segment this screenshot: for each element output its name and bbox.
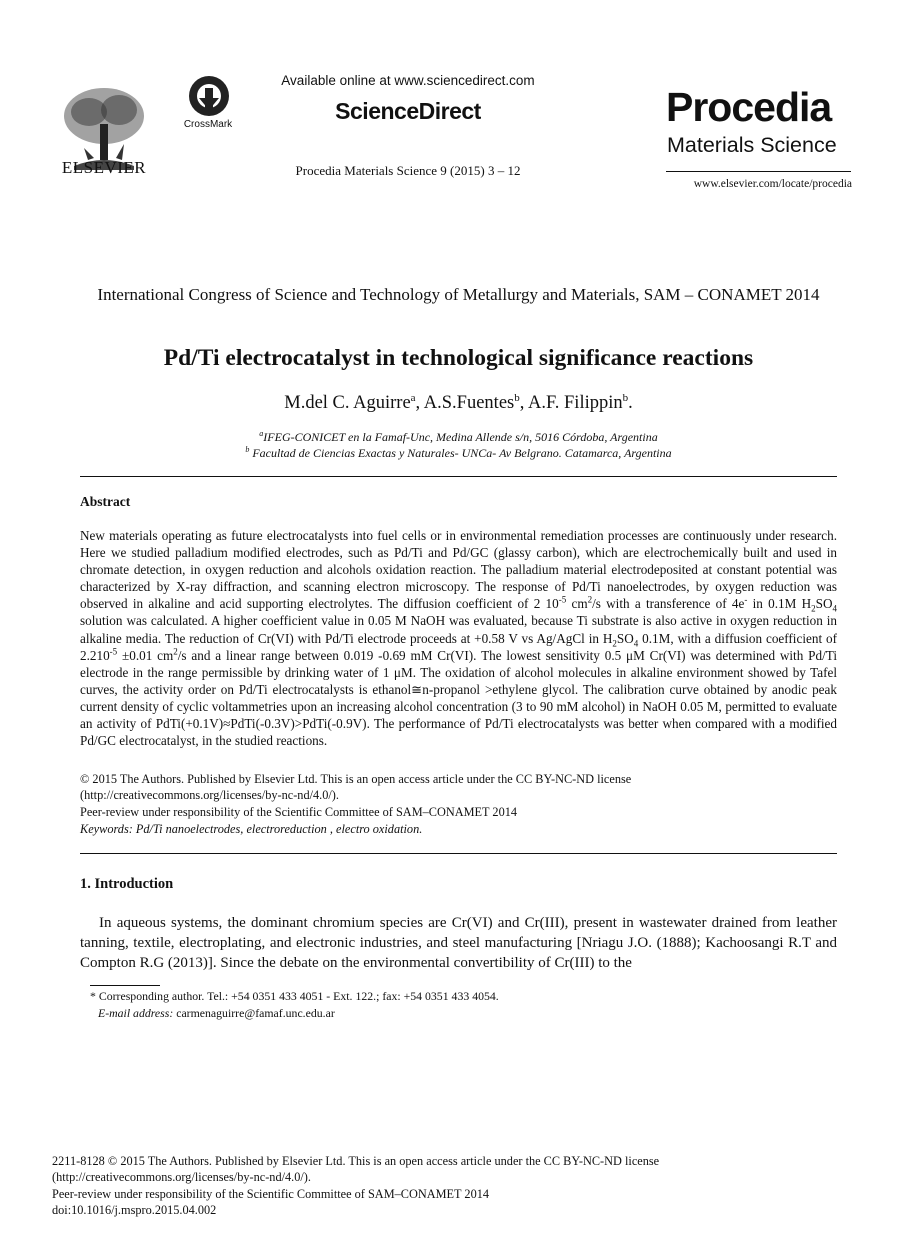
- available-online-text[interactable]: Available online at www.sciencedirect.com: [281, 73, 535, 88]
- abstract-text: /s with a transference of 4e: [592, 596, 745, 612]
- journal-title: Procedia: [666, 84, 832, 130]
- superscript: 2: [173, 646, 178, 657]
- abstract-body: [80, 527, 837, 749]
- journal-subtitle: Materials Science: [667, 133, 837, 157]
- affiliation-mark: a: [259, 429, 264, 438]
- author-mark: b: [514, 392, 520, 404]
- doi[interactable]: doi:10.1016/j.mspro.2015.04.002: [52, 1203, 217, 1217]
- author-separator: ,: [519, 393, 528, 414]
- superscript: -: [744, 594, 748, 605]
- keywords: Keywords: Pd/Ti nanoelectrodes, electroreduction , electro oxidation.: [80, 822, 423, 836]
- email-label: E-mail address:: [98, 1006, 174, 1020]
- affiliation-text: IFEG-CONICET en la Famaf-Unc, Medina Allende s/n, 5016 Córdoba, Argentina: [263, 430, 658, 444]
- abstract-text: in 0.1M H: [747, 596, 812, 612]
- author-list: [80, 392, 837, 414]
- affiliation-a: [80, 429, 837, 445]
- affiliation-text: Facultad de Ciencias Exactas y Naturales- UNCa- Av Belgrano. Catamarca, Argentina: [249, 446, 672, 460]
- author-separator: ,: [415, 393, 424, 414]
- corresponding-author-footnote: * Corresponding author. Tel.: +54 0351 433 4051 - Ext. 122.; fax: +54 0351 433 4054.: [90, 989, 499, 1003]
- crossmark-label[interactable]: CrossMark: [183, 119, 233, 130]
- footnote-rule: [90, 985, 160, 986]
- superscript: 2: [587, 594, 593, 605]
- copyright-line: © 2015 The Authors. Published by Elsevier Ltd. This is an open access article under the CC BY-NC-ND license: [80, 772, 632, 786]
- author-mark: b: [622, 392, 629, 404]
- author-name: M.del C. Aguirre: [284, 393, 411, 414]
- author-separator: .: [628, 393, 633, 414]
- section-heading-introduction: 1. Introduction: [80, 876, 174, 892]
- bottom-peer-review: Peer-review under responsibility of the Scientific Committee of SAM–CONAMET 2014: [52, 1187, 490, 1201]
- abstract-heading: Abstract: [80, 494, 131, 509]
- author-name: A.F. Filippin: [527, 393, 623, 414]
- bottom-license-link[interactable]: (http://creativecommons.org/licenses/by-nc-nd/4.0/).: [52, 1170, 311, 1184]
- subscript: 2: [811, 604, 816, 615]
- subscript: 4: [832, 604, 837, 615]
- sciencedirect-brand[interactable]: ScienceDirect: [335, 98, 481, 124]
- affiliation-mark: b: [245, 445, 250, 454]
- introduction-paragraph: In aqueous systems, the dominant chromium species are Cr(VI) and Cr(III), present in wastewater drained from leather tanning, textile, electroplating, and electronic industries, and steel manufacturing [Nriagu J.O. (1888); Kachoosangi R.T and Compton R.G (2013)]. Since the debate on the environmental convertibility of Cr(III) to the: [80, 915, 837, 971]
- author-mark: a: [410, 392, 416, 404]
- abstract-text: /s and a linear range between 0.019 -0.69 mM Cr(VI). The lowest sensitivity 0.5 μM Cr(VI) was determined with Pd/Ti electrode in the range permissible by drinking water of 1 μM. The oxidation of alcohol molecules in alkaline environment showed by Tafel curves, the activity order on Pd/Ti electrocatalysts is ethanol≅n-propanol >ethylene glycol. The calibration curve obtained by anodic peak current density of cyclic voltammetries upon an increasing alcohol concentration (3 to 90 mM alcohol) in NaOH 0.05 M, permitted to evaluate an activity of PdTi(+0.1V)≈PdTi(-0.3V)>PdTi(-0.9V). The performance of Pd/Ti electrocatalysts was better when compared with a modified Pd/GC electrocatalyst, in the studied reactions.: [80, 647, 837, 749]
- header-divider: [666, 171, 851, 172]
- journal-reference: Procedia Materials Science 9 (2015) 3 – 12: [295, 163, 521, 178]
- congress-name: International Congress of Science and Technology of Metallurgy and Materials, SAM – CONAMET 2014: [97, 285, 820, 304]
- abstract-text: New materials operating as future electrocatalysts into fuel cells or in environmental remediation processes are continuously under research. Here we studied palladium modified electrodes, such as Pd/Ti and Pd/GC (glassy carbon), which are electrochemically built and used in chromate detection, in oxygen reduction and alcohols oxidation reaction. The palladium material electrodeposited at constant potential was characterized by X-ray diffraction, and scanning electron microscopy. The response of Pd/Ti nanoelectrodes, by oxygen reduction was observed in alkaline and acid supporting electrolytes. The diffusion coefficient of 2 10: [80, 528, 837, 612]
- abstract-text: ±0.01 cm: [117, 647, 174, 663]
- subscript: 2: [612, 638, 617, 649]
- abstract-text: cm: [566, 596, 588, 612]
- affiliation-b: [80, 445, 837, 461]
- email-address[interactable]: carmenaguirre@famaf.unc.edu.ar: [173, 1006, 335, 1020]
- superscript: -5: [558, 594, 567, 605]
- peer-review-line: Peer-review under responsibility of the Scientific Committee of SAM–CONAMET 2014: [80, 805, 518, 819]
- journal-url[interactable]: www.elsevier.com/locate/procedia: [693, 178, 852, 190]
- abstract-top-rule: [80, 476, 837, 477]
- abstract-text: SO: [815, 596, 833, 612]
- abstract-bottom-rule: [80, 853, 837, 854]
- abstract-text: 0.1M, with a diffusion coefficient of 2.210: [80, 630, 837, 663]
- paper-title: Pd/Ti electrocatalyst in technological significance reactions: [163, 345, 754, 371]
- publisher-name: ELSEVIER: [61, 158, 147, 177]
- email-footnote: [98, 1006, 838, 1021]
- author-name: A.S.Fuentes: [423, 393, 515, 414]
- issn-copyright: 2211-8128 © 2015 The Authors. Published by Elsevier Ltd. This is an open access article under the CC BY-NC-ND license: [52, 1154, 660, 1168]
- license-link[interactable]: (http://creativecommons.org/licenses/by-nc-nd/4.0/).: [80, 788, 339, 802]
- subscript: 4: [633, 638, 639, 649]
- superscript: -5: [109, 646, 118, 657]
- abstract-text: solution was calculated. A higher coefficient value in 0.05 M NaOH was evaluated, because Ti substrate is also active in oxygen reduction in alkaline media. The reduction of Cr(VI) with Pd/Ti electrode proceeds at +0.58 V vs Ag/AgCl in H: [80, 613, 837, 646]
- abstract-text: SO: [616, 630, 634, 646]
